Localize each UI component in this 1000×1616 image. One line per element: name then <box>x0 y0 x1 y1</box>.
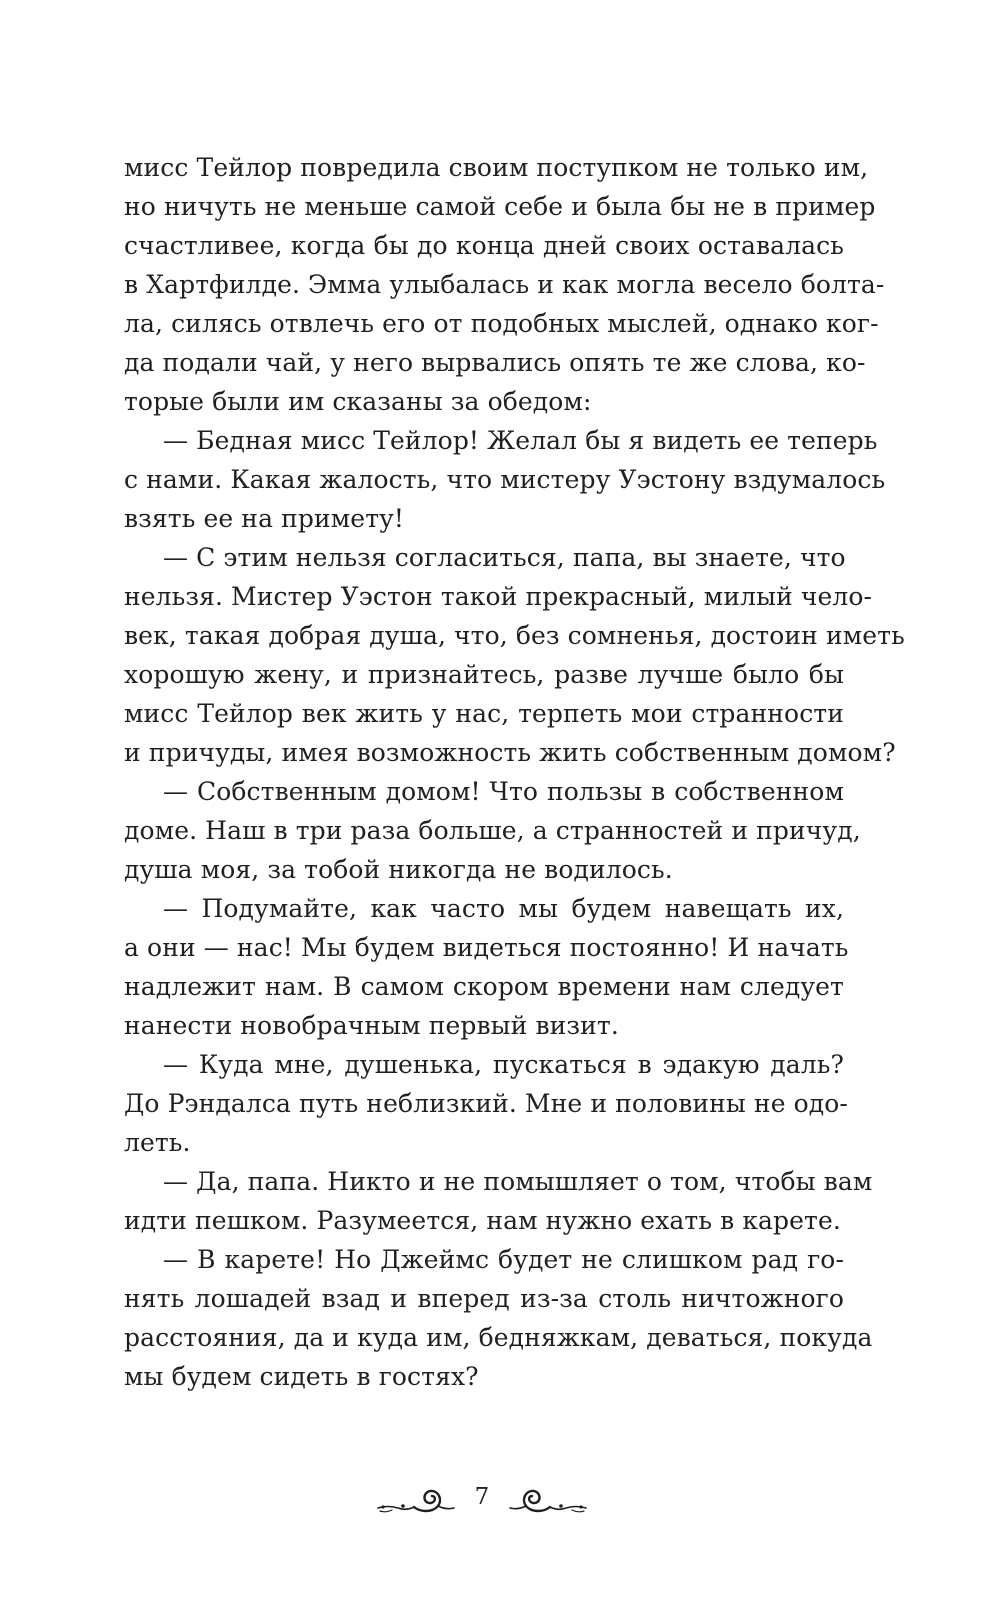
text-line: надлежит нам. В самом скором времени нам следует <box>124 972 844 1001</box>
swirl-ornament-left-icon <box>376 1486 456 1520</box>
text-line: идти пешком. Разумеется, нам нужно ехать в карете. <box>124 1206 841 1235</box>
text-line: хорошую жену, и признайтесь, разве лучше было бы <box>124 660 844 689</box>
text-line: счастливее, когда бы до конца дней своих оставалась <box>124 231 844 260</box>
text-line: в Хартфилде. Эмма улыбалась и как могла весело болта- <box>124 270 885 299</box>
dialogue-line: — Собственным домом! Что пользы в собственном <box>163 777 844 806</box>
text-line: мисс Тейлор повредила своим поступком не только им, <box>124 153 869 182</box>
text-line: расстояния, да и куда им, бедняжкам, деваться, покуда <box>124 1323 873 1352</box>
text-line: душа моя, за тобой никогда не водилось. <box>124 855 673 884</box>
text-line: век, такая добрая душа, что, без сомненья, достоин иметь <box>124 621 905 650</box>
text-line: с нами. Какая жалость, что мистеру Уэстону вздумалось <box>124 465 886 494</box>
text-line: мисс Тейлор век жить у нас, терпеть мои странности <box>124 699 844 728</box>
dialogue-line: — С этим нельзя согласиться, папа, вы знаете, что <box>163 543 846 572</box>
text-line: мы будем сидеть в гостях? <box>124 1362 479 1391</box>
dialogue-line: — Куда мне, душенька, пускаться в эдакую даль? <box>163 1050 844 1079</box>
text-line: доме. Наш в три раза больше, а странностей и причуд, <box>124 816 861 845</box>
text-line: а они — нас! Мы будем видеться постоянно! И начать <box>124 933 849 962</box>
text-line: нанести новобрачным первый визит. <box>124 1011 619 1040</box>
text-line: и причуды, имея возможность жить собственным домом? <box>124 738 896 767</box>
text-line: да подали чай, у него вырвались опять те же слова, ко- <box>124 348 866 377</box>
body-text <box>124 148 905 1396</box>
text-line: взять ее на примету! <box>124 504 405 533</box>
dialogue-line: — Да, папа. Никто и не помышляет о том, чтобы вам <box>163 1167 873 1196</box>
swirl-ornament-right-icon <box>508 1486 588 1520</box>
dialogue-line: — В карете! Но Джеймс будет не слишком рад го- <box>163 1245 844 1274</box>
text-line: нельзя. Мистер Уэстон такой прекрасный, милый чело- <box>124 582 873 611</box>
dialogue-line: — Подумайте, как часто мы будем навещать их, <box>163 894 844 923</box>
text-line: но ничуть не меньше самой себе и была бы не в пример <box>124 192 876 221</box>
text-line: ла, силясь отвлечь его от подобных мыслей, однако ког- <box>124 309 879 338</box>
page-footer <box>0 1478 1000 1528</box>
dialogue-line: — Бедная мисс Тейлор! Желал бы я видеть ее теперь <box>163 426 878 455</box>
text-line: леть. <box>124 1128 191 1157</box>
text-line: торые были им сказаны за обедом: <box>124 387 592 416</box>
text-line: нять лошадей взад и вперед из-за столь ничтожного <box>124 1284 844 1313</box>
text-line: До Рэндалса путь неблизкий. Мне и половины не одо- <box>124 1089 848 1118</box>
page-number: 7 <box>474 1484 490 1510</box>
